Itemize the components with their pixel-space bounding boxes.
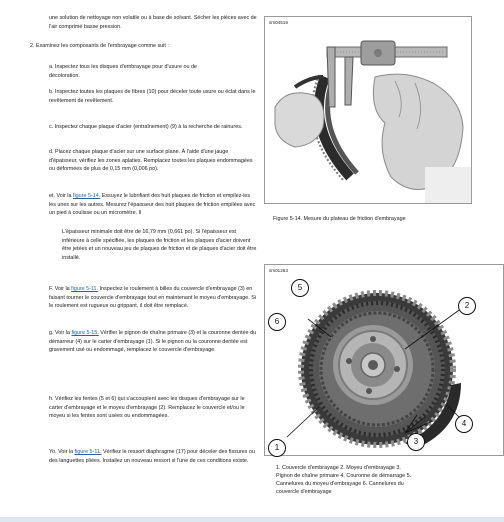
callout-4: 4 (455, 415, 473, 433)
intro-text: une solution de nettoyage non volatile ou à base de solvant. Sécher les pièces avec de l'air comprimé basse pression. (49, 15, 257, 30)
callout-6: 6 (268, 313, 286, 331)
caliper-photo (265, 17, 471, 203)
figure-5-11-link[interactable]: figure 5-11. (71, 286, 99, 292)
step-2e-text: Essuyez le lubrifiant des huit plaques de friction et empilez-les les unes sur les autres. Mesurez l'épaisseur des huit plaques de friction empilées avec un pied à coulisse ou un micromètre. Il (49, 193, 256, 217)
step-2g-prefix: g. Voir la (49, 330, 72, 336)
step-2e-spec: L'épaisseur minimale doit être de 16,79 mm (0,661 po). Si l'épaisseur est inférieure à celle spécifiée, les plaques de friction et les plaques d'acier doivent être jetées et un nouveau jeu de plaques de friction et de plaques d'acier doit être installé. (62, 229, 257, 261)
step-2i-text: Vérifiez le ressort diaphragme (17) pour déceler des fissures ou des languettes pliées. Installez un nouveau ressort si l'une de ces conditions existe. (49, 449, 255, 464)
figure-tag: sm04519 (269, 20, 288, 25)
figure-tag: sm01263 (269, 268, 288, 273)
figure-5-14-link[interactable]: figure 5-14. (72, 193, 101, 199)
figure-5-15-caption: 1. Couvercle d'embrayage 2. Moyeu d'embrayage 3. Pignon de chaîne primaire 4. Couronne de démarrage 5. Cannelures du moyeu d'embrayage 6. Cannelures du couvercle d'embrayage (276, 465, 412, 496)
step-2c: c. Inspectez chaque plaque d'acier (entraînement) (9) à la recherche de rainures. (49, 124, 243, 130)
step-2d: d. Placez chaque plaque d'acier sur une surface plane. À l'aide d'une jauge d'épaisseur, vérifiez les zones aplaties. Remplacez toutes les plaques endommagées ou déformées de plus de 0,15 mm (0,006 po). (49, 149, 253, 173)
figure-5-15-frame (264, 264, 504, 456)
step-2h: h. Vérifiez les fentes (5 et 6) qui s'accouplent avec les disques d'embrayage sur le carter d'embrayage et le moyeu d'embrayage (2). Remplacez le couvercle et/ou le moyeu si les fentes sont usées ou endommagées. (49, 396, 245, 420)
figure-5-14-caption: Figure 5-14. Mesure du plateau de friction d'embrayage (273, 216, 406, 223)
step-2: 2. Examinez les composants de l'embrayage comme suit : (30, 43, 169, 49)
callout-5: 5 (291, 279, 309, 297)
step-2f (49, 285, 257, 311)
step-2e-prefix: et. Voir la (49, 193, 73, 199)
step-2b: b. Inspectez toutes les plaques de fibres (10) pour déceler toute usure ou éclat dans le revêtement de revêtement. (49, 89, 256, 104)
bottom-scroll-strip (0, 517, 504, 522)
step-2g (49, 329, 257, 355)
step-2f-text: Inspectez le roulement à billes du couvercle d'embrayage (3) en faisant tourner le couvercle d'embrayage tout en maintenant le moyeu d'embrayage. Si le roulement est rugueux ou grippant, il doit être remplacé. (49, 286, 257, 310)
figure-5-14-frame (264, 16, 472, 204)
step-2f-prefix: F. Voir la (49, 286, 72, 292)
callout-3: 3 (407, 433, 425, 451)
step-2i-prefix: Yo. Voir la (49, 449, 75, 455)
step-2e (49, 192, 257, 218)
callout-2: 2 (458, 297, 476, 315)
figure-5-15-link[interactable]: figure 5-15. (71, 330, 99, 336)
step-2g-text: Vérifier le pignon de chaîne primaire (3) et la couronne dentée du démarreur (4) sur le carter d'embrayage (1). Si le pignon ou la couronne dentée est gravement usé ou endommagé, remplacez le couvercle d'embrayage. (49, 330, 257, 354)
callout-1: 1 (268, 439, 286, 457)
figure-5-11-link-2[interactable]: figure 5-11. (74, 449, 102, 455)
step-2i (49, 448, 257, 465)
step-2a: a. Inspectez tous les disques d'embrayage pour d'usure ou de décoloration. (49, 64, 197, 79)
